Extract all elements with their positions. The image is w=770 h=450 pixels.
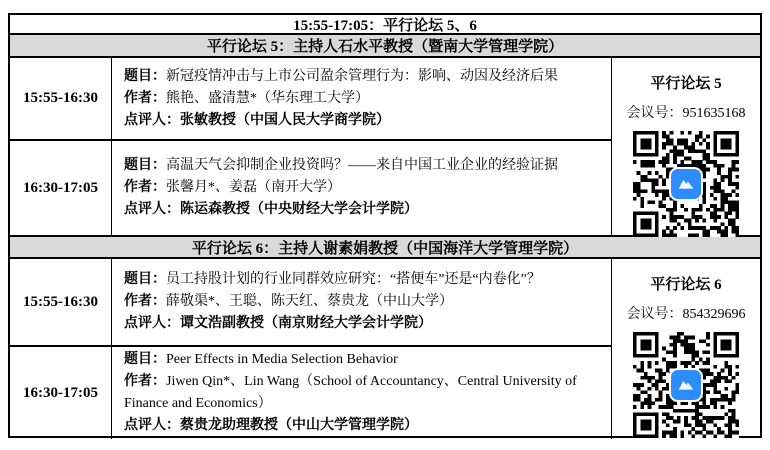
forum5-meeting-panel — [612, 58, 760, 235]
reviewer-label: 点评人： — [124, 418, 180, 433]
forum5-session1-details — [112, 58, 612, 141]
forum6-body — [10, 259, 760, 439]
forum6-session1-time: 15:55-16:30 — [10, 259, 112, 347]
authors-label: 作者： — [124, 90, 166, 106]
authors-label: 作者： — [124, 294, 166, 309]
forum6-qr-code — [633, 332, 739, 438]
tencent-meeting-logo-icon — [671, 370, 701, 400]
forum5-header — [10, 35, 760, 58]
forum5-body — [10, 58, 760, 235]
paper-title-line — [124, 269, 601, 291]
paper-authors-line — [124, 371, 601, 415]
schedule-time-header — [10, 15, 760, 35]
paper-reviewer-line — [124, 199, 601, 221]
forum6-meeting-id: 会议号：854329696 — [626, 307, 746, 322]
forum6-meeting-panel — [612, 259, 760, 439]
forum5-header-label: 平行论坛 5：主持人石水平教授（暨南大学管理学院） — [206, 39, 564, 55]
paper-authors-line — [124, 177, 601, 199]
authors-label: 作者： — [124, 374, 166, 389]
forum5-session2-details — [112, 141, 612, 235]
paper-reviewer: 张敏教授（中国人民大学商学院） — [180, 112, 390, 128]
forum5-session1-time: 15:55-16:30 — [10, 58, 112, 141]
paper-reviewer-line — [124, 415, 601, 437]
conference-schedule-table — [8, 13, 762, 438]
forum5-panel-title: 平行论坛 5 — [650, 76, 722, 92]
schedule-time-header-label: 15:55-17:05：平行论坛 5、6 — [293, 17, 477, 34]
paper-authors: 熊艳、盛清慧*（华东理工大学） — [166, 90, 369, 106]
reviewer-label: 点评人： — [124, 316, 180, 331]
paper-reviewer: 蔡贵龙助理教授（中山大学管理学院） — [180, 418, 418, 433]
forum6-session2-time: 16:30-17:05 — [10, 347, 112, 439]
paper-reviewer-line — [124, 313, 601, 335]
authors-label: 作者： — [124, 180, 166, 195]
forum6-panel-title: 平行论坛 6 — [650, 277, 722, 293]
paper-authors: 薛敬渠*、王聪、陈天红、蔡贵龙（中山大学） — [166, 294, 453, 309]
paper-authors-line — [124, 88, 601, 110]
reviewer-label: 点评人： — [124, 202, 180, 217]
paper-authors: Jiwen Qin*、Lin Wang（School of Accountancy、Central University of Finance and Economics） — [124, 374, 577, 411]
title-label: 题目： — [124, 352, 166, 367]
paper-title-line — [124, 155, 601, 177]
reviewer-label: 点评人： — [124, 112, 180, 128]
forum6-header — [10, 235, 760, 259]
paper-title: 高温天气会抑制企业投资吗？——来自中国工业企业的经验证据 — [166, 158, 558, 173]
paper-title: Peer Effects in Media Selection Behavior — [166, 352, 398, 367]
title-label: 题目： — [124, 158, 166, 173]
forum6-session1-details — [112, 259, 612, 347]
paper-title: 新冠疫情冲击与上市公司盈余管理行为：影响、动因及经济后果 — [166, 68, 558, 84]
forum5-meeting-id: 会议号：951635168 — [626, 106, 746, 121]
paper-authors-line — [124, 291, 601, 313]
paper-reviewer: 谭文浩副教授（南京财经大学会计学院） — [180, 316, 432, 331]
tencent-meeting-logo-icon — [671, 169, 701, 199]
paper-reviewer-line — [124, 110, 601, 132]
forum6-header-label: 平行论坛 6：主持人谢素娟教授（中国海洋大学管理学院） — [191, 240, 579, 257]
forum6-session2-details — [112, 347, 612, 439]
paper-title-line — [124, 66, 601, 88]
paper-title-line — [124, 349, 601, 371]
paper-reviewer: 陈运森教授（中央财经大学会计学院） — [180, 202, 418, 217]
title-label: 题目： — [124, 68, 166, 84]
title-label: 题目： — [124, 272, 166, 287]
paper-title: 员工持股计划的行业同群效应研究：“搭便车”还是“内卷化”？ — [166, 272, 541, 287]
forum5-session2-time: 16:30-17:05 — [10, 141, 112, 235]
forum5-qr-code — [633, 131, 739, 237]
paper-authors: 张馨月*、姜磊（南开大学） — [166, 180, 341, 195]
